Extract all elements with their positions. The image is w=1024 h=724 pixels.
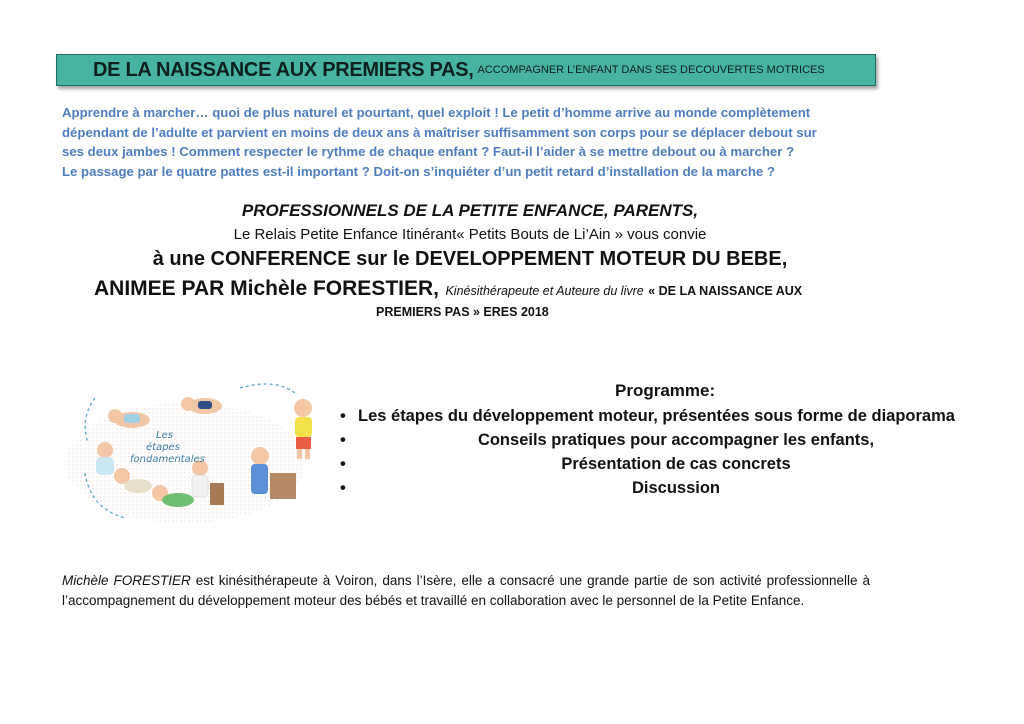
conference-heading: à une CONFERENCE sur le DEVELOPPEMENT MOTEUR DU BEBE, (152, 248, 788, 270)
intro-line: dépendant de l’adulte et parvient en moins de deux ans à maîtriser suffisamment son corps pour se déplacer debout sur (62, 124, 817, 140)
intro-line: ses deux jambes ! Comment respecter le rythme de chaque enfant ? Faut-il l’aider à se mettre debout ou à marcher ? (62, 144, 795, 160)
bullet-icon: • (340, 407, 346, 425)
list-item (336, 404, 1016, 428)
speaker-role: Kinésithérapeute et Auteure du livre (445, 284, 644, 298)
list-item (336, 476, 1016, 500)
banner-title: DE LA NAISSANCE AUX PREMIERS PAS, (93, 58, 474, 81)
banner-subtitle: ACCOMPAGNER L’ENFANT DANS SES DECOUVERTES MOTRICES (477, 64, 825, 76)
program-title: Programme: (615, 381, 716, 400)
intro-line: Le passage par le quatre pattes est-il important ? Doit-on s’inquiéter d’un petit retard d’installation de la marche ? (62, 163, 775, 179)
program-item-label: Conseils pratiques pour accompagner les enfants, (477, 431, 875, 449)
bullet-icon: • (340, 455, 346, 473)
book-title-continued: PREMIERS PAS » ERES 2018 (376, 305, 549, 319)
baby-motor-stages-illustration (60, 368, 335, 536)
speaker-line (94, 277, 802, 301)
program-item-label: Discussion (631, 479, 721, 497)
speaker-bio (62, 571, 870, 610)
program-item-label: Les étapes du développement moteur, présentées sous forme de diaporama (358, 407, 955, 425)
program-list (336, 404, 1016, 500)
illustration-title-line: Les (156, 430, 173, 441)
bullet-icon: • (340, 431, 346, 449)
intro-paragraph (62, 103, 882, 181)
title-banner (56, 54, 876, 86)
intro-line: Apprendre à marcher… quoi de plus naturel et pourtant, quel exploit ! Le petit d’homme arrive au monde complètement (62, 105, 811, 120)
bullet-icon: • (340, 479, 346, 497)
list-item (336, 428, 1016, 452)
baby-sitting-icon (96, 442, 114, 475)
invitation-line: Le Relais Petite Enfance Itinérant« Petits Bouts de Li’Ain » vous convie (233, 226, 707, 243)
audience-heading: PROFESSIONNELS DE LA PETITE ENFANCE, PARENTS, (241, 201, 699, 220)
illustration-title-line: étapes (146, 442, 180, 453)
list-item (336, 452, 1016, 476)
book-title: « DE LA NAISSANCE AUX (648, 284, 803, 298)
speaker-name: ANIMEE PAR Michèle FORESTIER, (94, 277, 439, 300)
bio-name: Michèle FORESTIER (62, 573, 191, 588)
bio-text: est kinésithérapeute à Voiron, dans l’Isère, elle a consacré une grande partie de son activité professionnelle à l’accompagnement du développement moteur des bébés et travaillé en collaboration avec le personnel de la Petite Enfance. (62, 573, 870, 608)
illustration-title-line: fondamentales (130, 454, 205, 465)
program-item-label: Présentation de cas concrets (561, 455, 791, 473)
